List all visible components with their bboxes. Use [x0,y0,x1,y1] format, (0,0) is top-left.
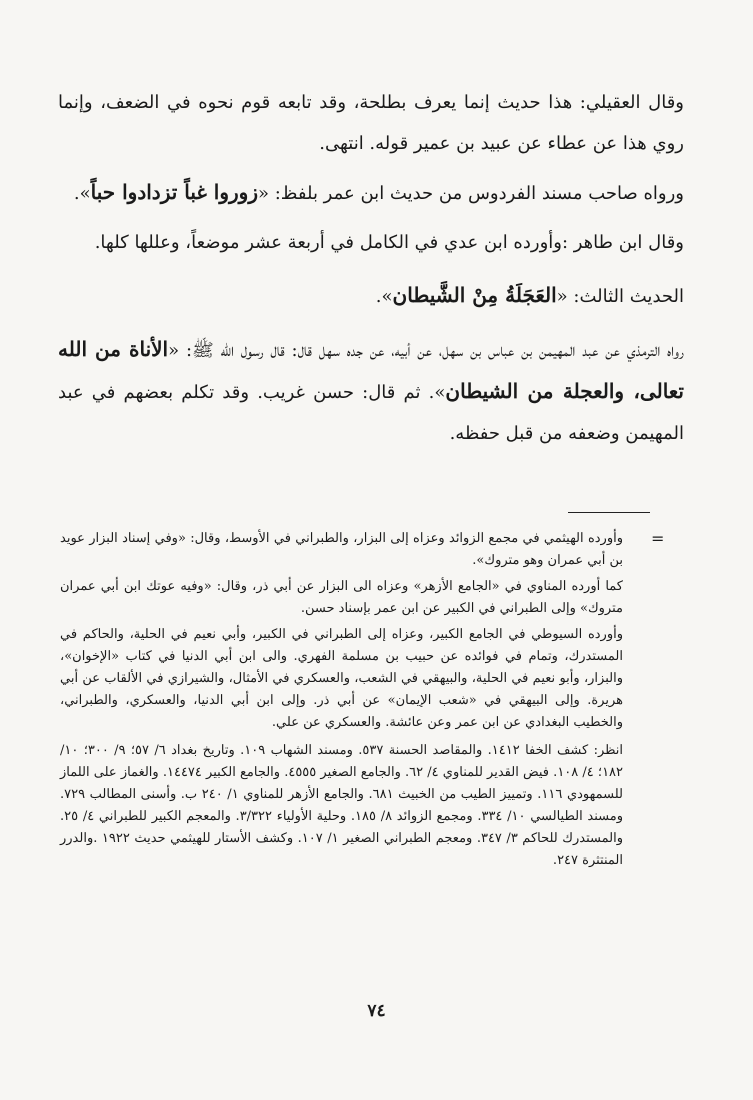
footnote-continuation-marker: = [651,529,665,548]
firdaws-close: ». [73,183,91,204]
paragraph-ibn-tahir: وقال ابن طاهر :وأورده ابن عدي في الكامل في أربعة عشر موضعاً، وعللها كلها. [94,232,684,253]
footnote-haythami: وأورده الهيثمي في مجمع الزوائد وعزاه إلى البزار، والطبراني في الأوسط، وقال: «وفي إسناد البزار عويد بن أبي عمران وهو متروك». [60,531,623,568]
paragraph-tirmidhi [58,329,706,454]
hadith-text-zuru: زوروا غباً تزدادوا حباً [90,180,258,204]
tirmidhi-grading: ». ثم قال: حسن غريب. وقد تكلم بعضهم في عبد المهيمن وضعفه من قبل حفظه. [58,382,684,444]
hadith-text-anat: الأناة من الله تعالى، والعجلة من الشيطان [58,337,684,403]
tirmidhi-intro: رواه الترمذي عن عبد المهيمن بن عباس بن سهل، عن أبيه، عن جده سهل قال: قال رسول الله ﷺ: « [168,340,684,361]
main-text [58,82,706,462]
firdaws-intro: ورواه صاحب مسند الفردوس من حديث ابن عمر بلفظ: « [258,183,684,204]
footnote-references: انظر: كشف الخفا ١٤١٢. والمقاصد الحسنة ٥٣٧. ومسند الشهاب ١٠٩. وتاريخ بغداد ٦/ ٥٧؛ ٩/ ٣٠٠؛ ١٠/ ١٨٢؛ ٤/ ١٠٨. فيض القدير للمناوي ٤/ ٦٢. والجامع الصغير ٤٥٥٥. والجامع الكبير ١٤٤٧٤. والغماز على اللماز للسمهودي ١١٦. وتمييز الطيب من الخبيث ٦٨١. والجامع الأزهر للمناوي ١/ ٢٤٠ ب. وأسنى المطالب ٧٢٩. ومسند الطيالسي ١٠/ ٣٣٤. ومجمع الزوائد ٨/ ١٨٥. وحلية الأولياء ٣/٣٢٢. والمعجم الكبير للطبراني ٤/ ٢٥. والمستدرك للحاكم ٣/ ٣٤٧. ومعجم الطبراني الصغير ١/ ١٠٧. وكشف الأستار للهيثمي حديث ١٩٢٢ .والدرر المنتثرة ٢٤٧. [60,743,624,868]
paragraph-firdaws [58,172,706,214]
hadith-heading-label: الحديث الثالث: « [556,286,684,307]
page-number: ٧٤ [367,1001,386,1021]
paragraph-uqayli: وقال العقيلي: هذا حديث إنما يعرف بطلحة، وقد تابعه قوم نحوه في الضعف، وإنما روي هذا عن عطاء عن عبيد بن عمير قوله. انتهى. [58,92,684,154]
footnote-suyuti: وأورده السيوطي في الجامع الكبير، وعزاه إلى الطبراني في الكبير، وأبي نعيم في الحلية، والحاكم في المستدرك، وتمام في فوائده عن حبيب بن مسلمة الفهري. والى ابن أبي الدنيا في كتاب «الإخوان»، والبزار، وأبو نعيم في الحلية، والبيهقي في الشعب، والعسكري في الأمثال، والشيرازي في الألقاب عن أبي هريرة. وإلى البيهقي في «شعب الإيمان» عن أبي ذر. وإلى ابن أبي الدنيا، والعسكري، والطبراني، والخطيب البغدادي عن ابن عمر وعن عائشة. والعسكري عن علي. [60,627,623,730]
footnote-separator [568,512,650,513]
hadith-heading [58,275,706,317]
footnote-munawi: كما أورده المناوي في «الجامع الأزهر» وعزاه الى البزار عن أبي ذر، وقال: «وفيه عوتك ابن أبي عمران متروك» وإلى الطبراني في الكبير عن ابن عمر بإسناد حسن. [60,579,623,616]
footnotes [60,528,645,876]
hadith-title: العَجَلَةُ مِنْ الشَّيطان [392,283,557,307]
hadith-heading-close: ». [375,286,393,307]
